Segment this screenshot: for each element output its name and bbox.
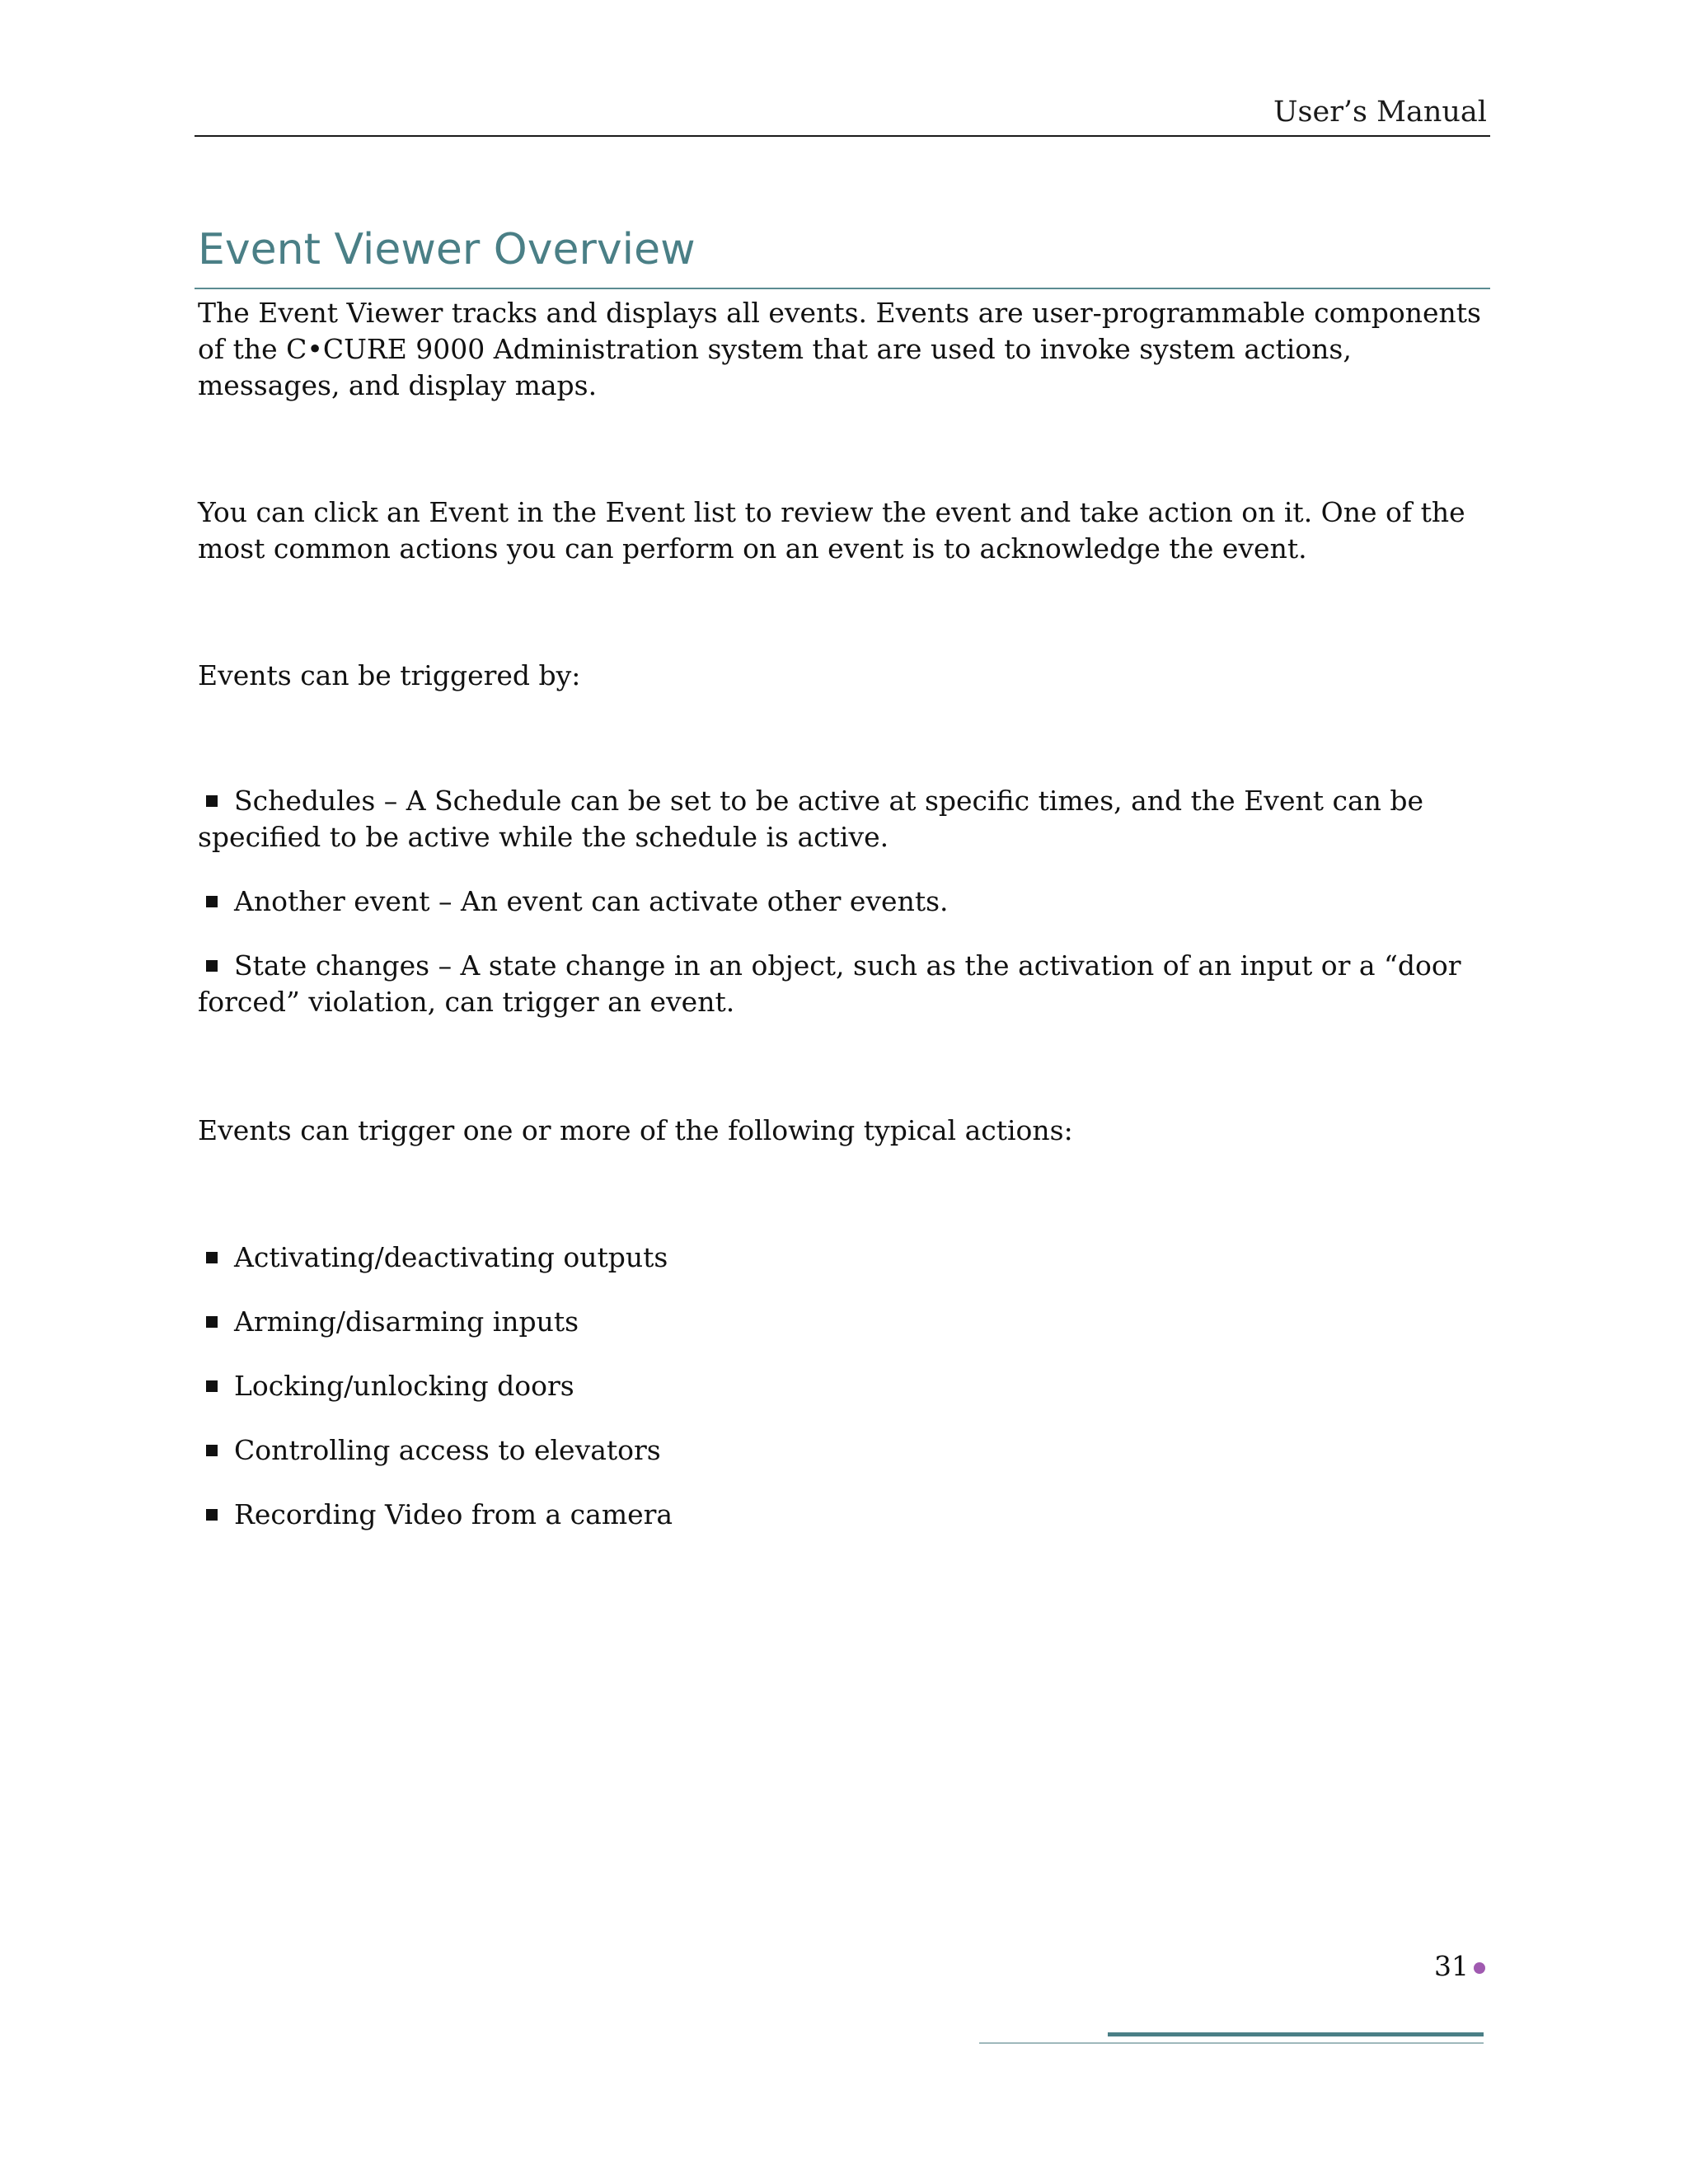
square-bullet-icon xyxy=(206,1252,218,1263)
running-header-title: User’s Manual xyxy=(1273,96,1487,129)
section-title: Event Viewer Overview xyxy=(198,225,696,274)
running-header xyxy=(195,91,1490,137)
intro-paragraph: The Event Viewer tracks and displays all events. Events are user-programmable components of the C•CURE 9000 Administration system that are used to invoke system actions, messages, and display maps. xyxy=(198,297,1481,401)
square-bullet-icon xyxy=(206,1380,218,1392)
actions-intro: Events can trigger one or more of the following typical actions: xyxy=(198,1114,1073,1146)
list-item-text: Another event – An event can activate other events. xyxy=(234,885,949,917)
list-item xyxy=(198,783,1490,855)
square-bullet-icon xyxy=(206,795,218,807)
square-bullet-icon xyxy=(206,1445,218,1456)
click-event-paragraph: You can click an Event in the Event list to review the event and take action on it. One of the most common actions you can perform on an event is to acknowledge the event. xyxy=(198,496,1465,565)
list-item-text: State changes – A state change in an object, such as the activation of an input or a “door forced” violation, can trigger an event. xyxy=(198,949,1461,1018)
title-divider xyxy=(195,288,1490,289)
list-item xyxy=(198,948,1490,1020)
square-bullet-icon xyxy=(206,1509,218,1521)
list-item-text: Locking/unlocking doors xyxy=(234,1370,574,1402)
list-item xyxy=(198,1240,1490,1276)
footer-rule-thin xyxy=(979,2042,1484,2044)
list-item-text: Schedules – A Schedule can be set to be active at specific times, and the Event can be specified to be active while the schedule is active. xyxy=(198,785,1424,853)
list-item-text: Recording Video from a camera xyxy=(234,1498,673,1530)
footer-rule-accent xyxy=(1108,2032,1484,2036)
list-item-text: Arming/disarming inputs xyxy=(234,1305,579,1338)
list-item xyxy=(198,1497,1490,1533)
page-dot-icon xyxy=(1474,1962,1485,1974)
square-bullet-icon xyxy=(206,1316,218,1328)
triggered-by-intro: Events can be triggered by: xyxy=(198,659,581,691)
list-item xyxy=(198,1304,1490,1340)
page-number: 31 xyxy=(1434,1950,1469,1982)
list-item xyxy=(198,1368,1490,1404)
list-item xyxy=(198,1432,1490,1469)
square-bullet-icon xyxy=(206,896,218,907)
list-item-text: Controlling access to elevators xyxy=(234,1434,661,1466)
list-item-text: Activating/deactivating outputs xyxy=(234,1241,668,1273)
square-bullet-icon xyxy=(206,960,218,972)
list-item xyxy=(198,883,1490,920)
